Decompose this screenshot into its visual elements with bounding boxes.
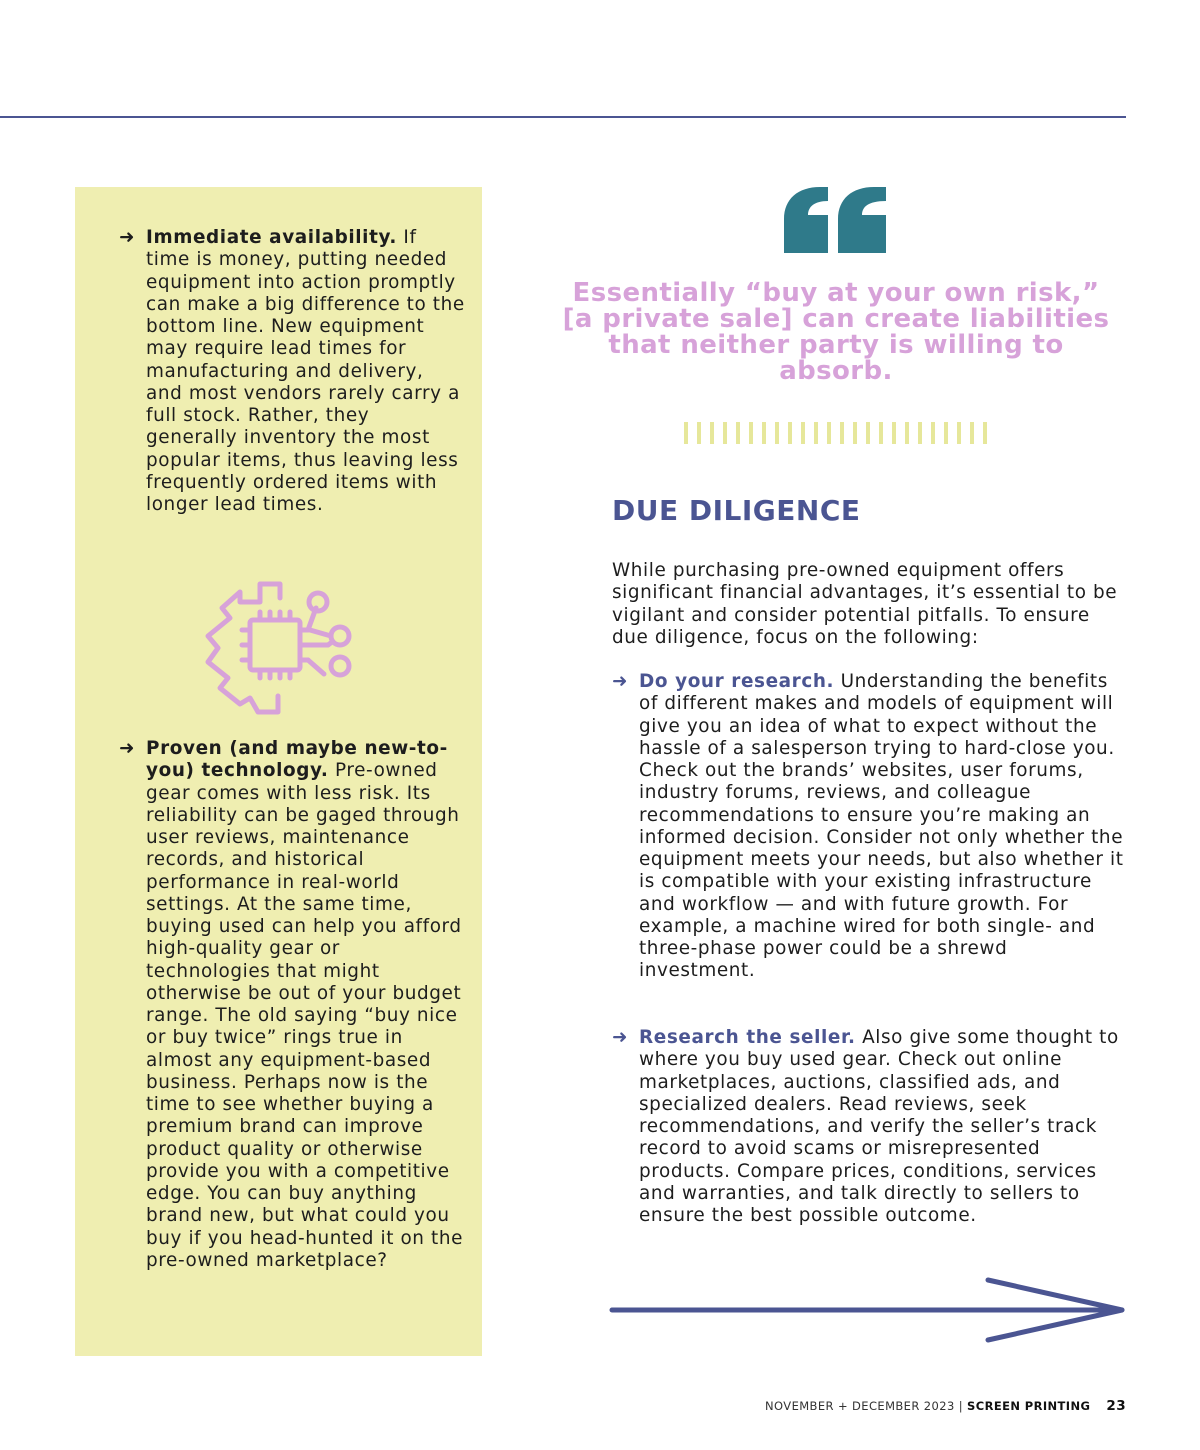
quote-mark-icon — [780, 185, 890, 255]
bullet-body: Also give some thought to where you buy used gear. Check out online marketplaces, auctions, classified ads, and specialized dealers. Read reviews, seek recommendations, and verify the seller’s track record to avoid scams or misrepresented products. Compare prices, conditions, services and warranties, and talk directly to sellers to ensure the best possible outcome. — [639, 1027, 1119, 1226]
top-rule — [0, 116, 1126, 118]
footer-issue: NOVEMBER + DECEMBER 2023 | — [765, 1399, 963, 1413]
main-bullet-research — [612, 671, 1126, 983]
circuit-chip-icon — [198, 578, 358, 718]
section-heading: DUE DILIGENCE — [612, 494, 861, 527]
bullet-body: Pre-owned gear comes with less risk. Its reliability can be gaged through user reviews, maintenance records, and historical performance in real-world settings. At the same time, buying used can help you afford high-quality gear or technologies that might otherwise be out of your budget range. The old saying “buy nice or buy twice” rings true in almost any equipment-based business. Perhaps now is the time to see whether buying a premium brand can improve product quality or otherwise provide you with a competitive edge. You can buy anything brand new, but what could you buy if you head-hunted it on the pre-owned marketplace? — [146, 760, 463, 1271]
footer-magazine: SCREEN PRINTING — [967, 1399, 1091, 1413]
bullet-lead: Research the seller. — [639, 1027, 856, 1048]
bullet-body: Understanding the benefits of different makes and models of equipment will give you an idea of what to expect without the hassle of a salesperson trying to hard-close you. Check out the brands’ websites, user forums, industry forums, reviews, and colleague recommendations to ensure you’re making an informed decision. Consider not only whether the equipment meets your needs, but also whether it is compatible with your existing infrastructure and workflow — and with future growth. For example, a machine wired for both single- and three-phase power could be a shrewd investment. — [639, 671, 1124, 982]
sidebar-bullet-technology — [119, 738, 466, 1272]
bullet-lead: Do your research. — [639, 671, 835, 692]
pull-quote-line: absorb. — [779, 356, 893, 386]
right-arrow-icon — [608, 1276, 1130, 1346]
page-footer — [765, 1398, 1126, 1414]
bullet-arrow-icon: ➜ — [612, 1027, 629, 1048]
bullet-body: If time is money, putting needed equipment into action promptly can make a big difference to the bottom line. New equipment may require lead times for manufacturing and delivery, and most vendors rarely carry a full stock. Rather, they generally inventory the most popular items, thus leaving less frequently ordered items with longer lead times. — [146, 227, 465, 515]
pull-quote — [548, 280, 1124, 384]
intro-paragraph: While purchasing pre-owned equipment offers significant financial advantages, it’s essential to be vigilant and consider potential pitfalls. To ensure due diligence, focus on the following: — [612, 560, 1118, 648]
page-number: 23 — [1106, 1398, 1126, 1414]
bullet-lead: Proven (and maybe new-to-you) technology. — [146, 738, 448, 782]
pull-quote-line: [a private sale] can create liabilities — [562, 304, 1110, 334]
pull-quote-line: Essentially “buy at your own risk,” — [572, 278, 1100, 308]
tick-divider — [684, 422, 989, 444]
bullet-arrow-icon: ➜ — [119, 738, 136, 759]
main-bullet-seller — [612, 1027, 1126, 1227]
bullet-arrow-icon: ➜ — [119, 227, 136, 248]
pull-quote-line: that neither party is willing to — [608, 330, 1064, 360]
bullet-arrow-icon: ➜ — [612, 671, 629, 692]
bullet-lead: Immediate availability. — [146, 227, 397, 248]
sidebar-bullet-availability — [119, 227, 466, 516]
